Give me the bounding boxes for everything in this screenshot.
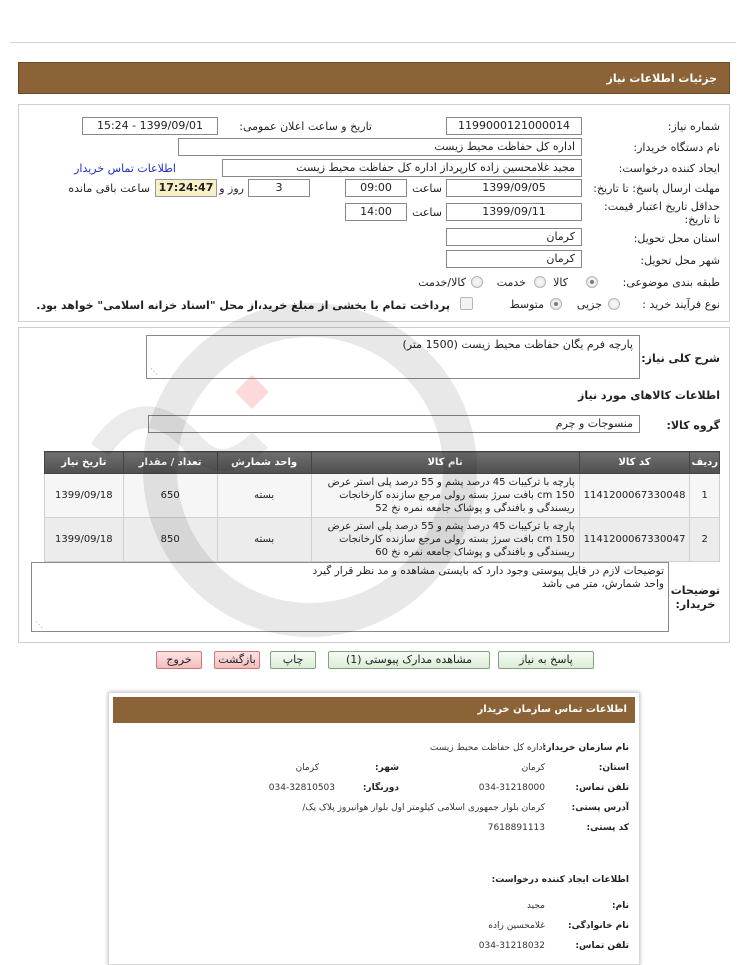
col-qty: تعداد / مقدار (123, 452, 217, 474)
row-unit: بسته (217, 518, 311, 562)
table-row[interactable] (45, 518, 720, 562)
goods-section-title: اطلاعات کالاهای مورد نیاز (578, 389, 720, 402)
process-partial-radio[interactable] (608, 298, 620, 310)
attachments-button[interactable]: مشاهده مدارک پیوستی (1) (328, 651, 490, 669)
print-button[interactable]: چاپ (270, 651, 316, 669)
process-partial-label: جزیی (576, 298, 602, 311)
contact-org-label: نام سازمان خریدار: (542, 743, 629, 753)
row-index: 1 (690, 474, 720, 518)
process-label: نوع فرآیند خرید : (642, 298, 720, 311)
buyer-contact-card (108, 692, 640, 965)
buyer-notes-textarea[interactable] (31, 562, 669, 632)
exit-button[interactable]: خروج (156, 651, 202, 669)
resize-grip-icon: ⋰ (150, 367, 158, 376)
contact-card-title: اطلاعات تماس سازمان خریدار (477, 704, 627, 715)
summary-label: شرح کلی نیاز: (641, 352, 720, 365)
deadline-time-label: ساعت (412, 182, 442, 195)
items-table-wrap (44, 451, 720, 562)
need-number-label: شماره نیاز: (667, 120, 720, 133)
contact-province-label: استان: (598, 763, 629, 773)
buyer-notes-label-line2: خریدار: (675, 598, 716, 611)
province-label: استان محل تحویل: (633, 232, 720, 245)
contact-fax: 034-32810503 (268, 783, 335, 793)
buyer-contact-link[interactable]: اطلاعات تماس خریدار (74, 162, 176, 175)
validity-label-1: حداقل تاریخ اعتبار قیمت: تا تاریخ: (604, 200, 720, 226)
contact-address-label: آدرس پستی: (571, 803, 629, 813)
goods-group-field: منسوجات و چرم (148, 415, 640, 433)
row-name: پارچه با ترکیبات 45 درصد پشم و 55 درصد پلی استر عرض 150 cm بافت سرژ بسته رولی مرجع سازنده کارخانجات ریسندگی و بافندگی و پوشاک جامعه نمره نخ 60 (311, 518, 579, 562)
treasury-payment-label: پرداخت تمام یا بخشی از مبلغ خرید،از محل "اسناد خزانه اسلامی" خواهد بود. (36, 299, 450, 312)
creator-info-title: اطلاعات ایجاد کننده درخواست: (491, 875, 629, 885)
summary-text: پارچه فرم یگان حفاظت محیط زیست (1500 متر) (402, 338, 633, 351)
row-index: 2 (690, 518, 720, 562)
page-title: جزئیات اطلاعات نیاز (606, 72, 717, 85)
category-service-label: خدمت (496, 276, 526, 289)
contact-postal: 7618891113 (487, 823, 545, 833)
contact-fax-label: دورنگار: (362, 783, 399, 793)
creator-phone: 034-31218032 (478, 941, 545, 951)
category-goods-label: کالا (553, 276, 568, 289)
validity-time-field: 14:00 (345, 203, 407, 221)
province-field: کرمان (446, 228, 582, 246)
top-divider (10, 42, 736, 43)
buyer-org-field: اداره کل حفاظت محیط زیست (178, 138, 582, 156)
deadline-time-field: 09:00 (345, 179, 407, 197)
buyer-notes-line1: توضیحات لازم در فایل پیوستی وجود دارد که بایستی مشاهده و مد نظر قرار گیرد (312, 565, 664, 577)
buyer-notes-label-line1: توضیحات (670, 584, 720, 597)
announce-label: تاریخ و ساعت اعلان عمومی: (239, 120, 372, 133)
page-header (18, 62, 730, 94)
row-code: 1141200067330048 (579, 474, 690, 518)
category-service-radio[interactable] (534, 276, 546, 288)
need-number-field: 1199000121000014 (446, 117, 582, 135)
remaining-label: ساعت باقی مانده (68, 182, 150, 195)
row-unit: بسته (217, 474, 311, 518)
city-label: شهر محل تحویل: (640, 254, 720, 267)
row-date: 1399/09/18 (45, 474, 124, 518)
contact-org: اداره کل حفاظت محیط زیست (429, 743, 545, 753)
process-medium-label: متوسط (509, 298, 544, 311)
creator-label: ایجاد کننده درخواست: (618, 162, 720, 175)
days-field: 3 (248, 179, 310, 197)
contact-card-header (113, 697, 635, 723)
goods-group-label: گروه کالا: (666, 419, 720, 432)
category-goods-radio[interactable] (586, 276, 598, 288)
reply-button[interactable]: پاسخ به نیاز (498, 651, 594, 669)
col-code: کد کالا (579, 452, 690, 474)
creator-first-label: نام: (612, 901, 629, 911)
creator-first: مجید (526, 901, 545, 911)
announce-field: 1399/09/01 - 15:24 (82, 117, 218, 135)
contact-province: کرمان (521, 763, 545, 773)
col-unit: واحد شمارش (217, 452, 311, 474)
category-label: طبقه بندی موضوعی: (622, 276, 720, 289)
creator-last-label: نام خانوادگی: (567, 921, 629, 931)
buyer-org-label: نام دستگاه خریدار: (633, 141, 720, 154)
validity-date-field: 1399/09/11 (446, 203, 582, 221)
table-row[interactable] (45, 474, 720, 518)
items-table (44, 451, 720, 562)
row-code: 1141200067330047 (579, 518, 690, 562)
summary-textarea[interactable] (146, 335, 640, 379)
contact-city-label: شهر: (375, 763, 399, 773)
creator-last: غلامحسین زاده (488, 921, 545, 931)
category-both-label: کالا/خدمت (418, 276, 466, 289)
deadline-label: مهلت ارسال پاسخ: تا تاریخ: (593, 182, 720, 195)
category-both-radio[interactable] (471, 276, 483, 288)
days-label: روز و (219, 182, 244, 195)
deadline-date-field: 1399/09/05 (446, 179, 582, 197)
buyer-notes-line2: واحد شمارش، متر می باشد (541, 578, 664, 590)
row-date: 1399/09/18 (45, 518, 124, 562)
process-medium-radio[interactable] (550, 298, 562, 310)
row-name: پارچه با ترکیبات 45 درصد پشم و 55 درصد پلی استر عرض 150 cm بافت سرژ بسته رولی مرجع سازنده کارخانجات ریسندگی و بافندگی و پوشاک جامعه نمره نخ 52 (311, 474, 579, 518)
creator-field: مجید غلامحسین زاده کارپرداز اداره کل حفاظت محیط زیست (222, 159, 582, 177)
contact-city: کرمان (295, 763, 319, 773)
buyer-notes-label (671, 584, 720, 612)
treasury-payment-checkbox[interactable] (460, 297, 473, 310)
contact-address: کرمان بلوار جمهوری اسلامی کیلومتر اول بلوار هوانیروز پلاک یک/ (302, 803, 545, 813)
remaining-time-field: 17:24:47 (155, 179, 217, 197)
resize-grip-icon: ⋰ (35, 620, 43, 629)
contact-postal-label: کد پستی: (586, 823, 629, 833)
col-date: تاریخ نیاز (45, 452, 124, 474)
col-index: ردیف (690, 452, 720, 474)
validity-time-label: ساعت (412, 206, 442, 219)
row-qty: 850 (123, 518, 217, 562)
contact-phone: 034-31218000 (478, 783, 545, 793)
city-field: کرمان (446, 250, 582, 268)
items-header-row (45, 452, 720, 474)
creator-phone-label: تلفن تماس: (575, 941, 629, 951)
row-qty: 650 (123, 474, 217, 518)
back-button[interactable]: بازگشت (214, 651, 260, 669)
contact-phone-label: تلفن تماس: (575, 783, 629, 793)
col-name: نام کالا (311, 452, 579, 474)
